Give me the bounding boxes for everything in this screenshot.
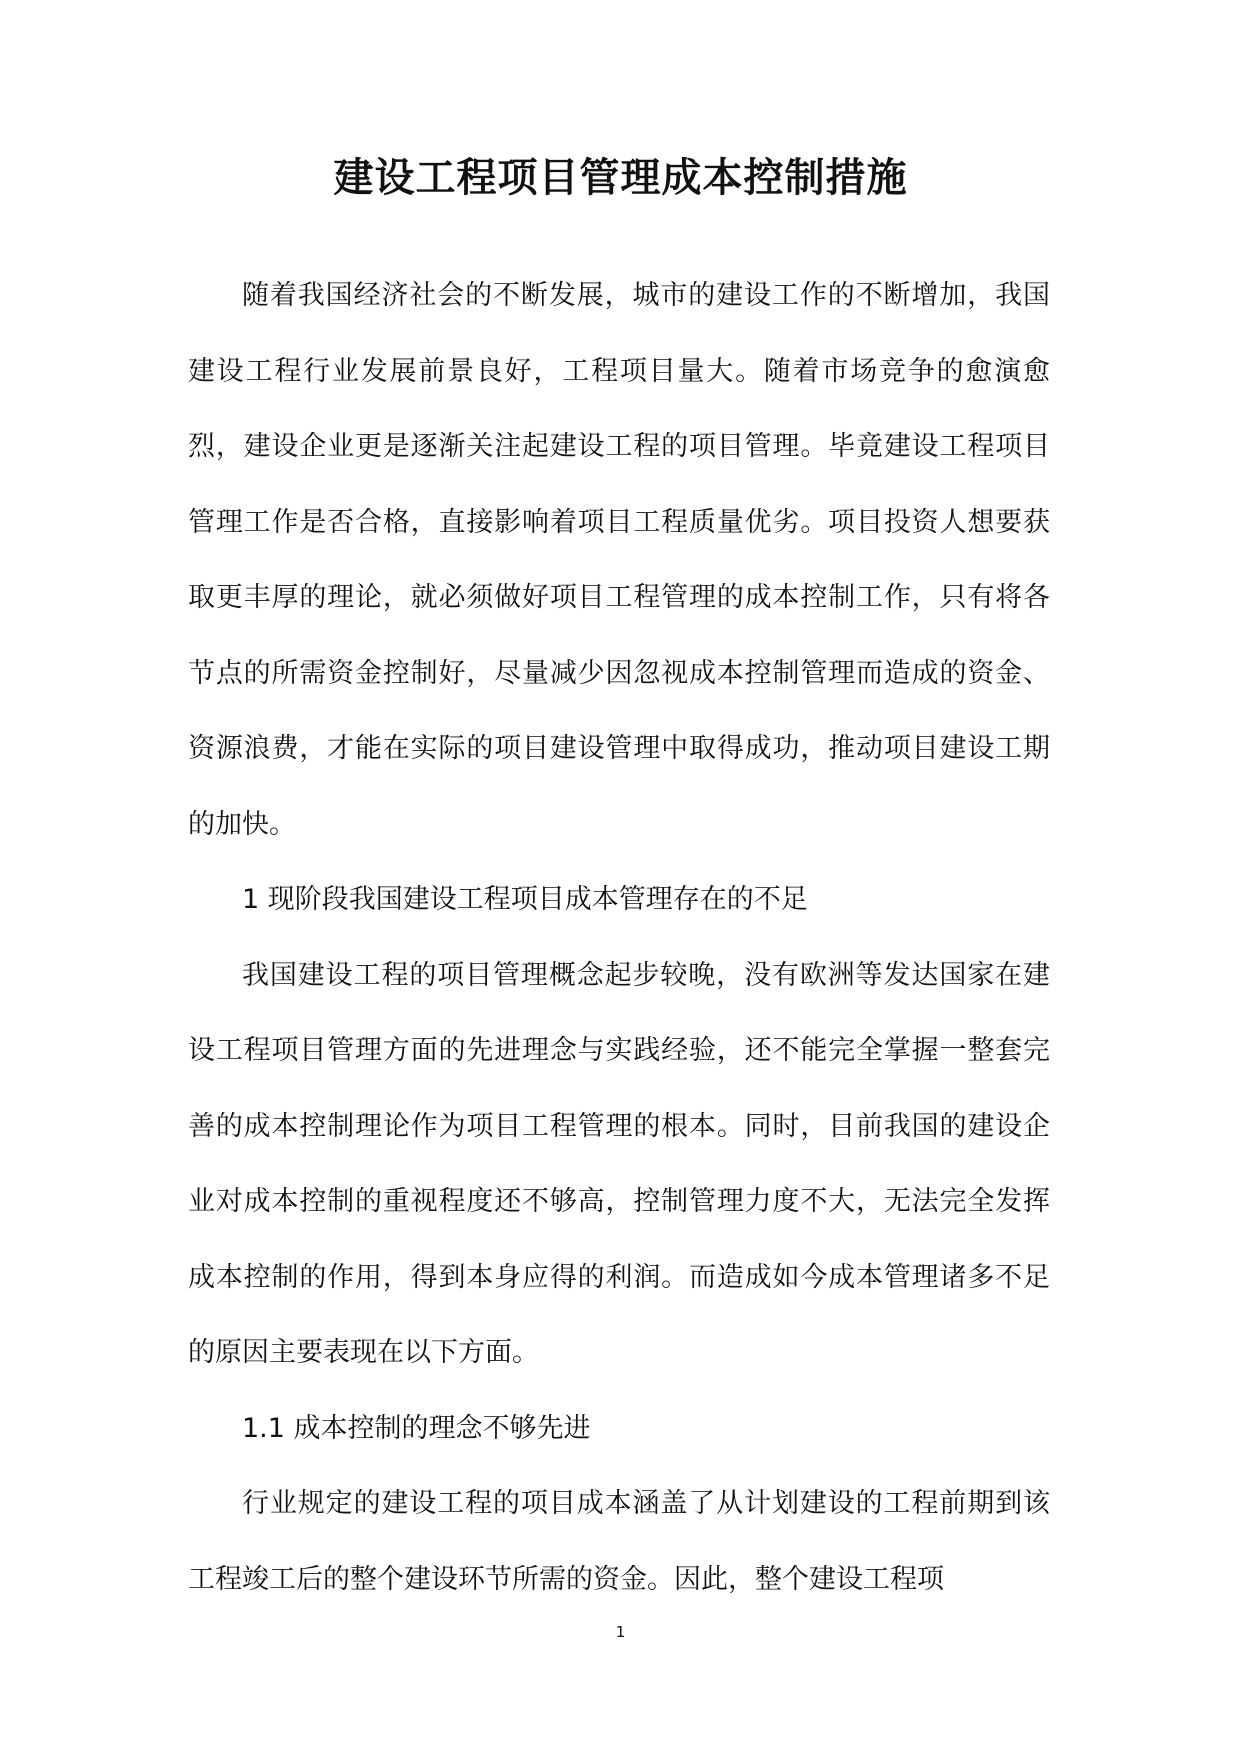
document-body [188, 258, 1050, 1617]
section-heading-1-1: 1.1 成本控制的理念不够先进 [242, 1412, 591, 1444]
document-title: 建设工程项目管理成本控制措施 [333, 154, 908, 201]
intro-paragraph: 随着我国经济社会的不断发展，城市的建设工作的不断增加，我国建设工程行业发展前景良好，工程项目量大。随着市场竞争的愈演愈烈，建设企业更是逐渐关注起建设工程的项目管理。毕竟建设工程项目管理工作是否合格，直接影响着项目工程质量优劣。项目投资人想要获取更丰厚的理论，就必须做好项目工程管理的成本控制工作，只有将各节点的所需资金控制好，尽量减少因忽视成本控制管理而造成的资金、资源浪费，才能在实际的项目建设管理中取得成功，推动项目建设工期的加快。 [188, 280, 1050, 840]
section-1-paragraph: 我国建设工程的项目管理概念起步较晚，没有欧洲等发达国家在建设工程项目管理方面的先进理念与实践经验，还不能完全掌握一整套完善的成本控制理论作为项目工程管理的根本。同时，目前我国的建设企业对成本控制的重视程度还不够高，控制管理力度不大，无法完全发挥成本控制的作用，得到本身应得的利润。而造成如今成本管理诸多不足的原因主要表现在以下方面。 [188, 959, 1050, 1368]
page-number: 1 [615, 1623, 626, 1641]
section-1-1-paragraph: 行业规定的建设工程的项目成本涵盖了从计划建设的工程前期到该工程竣工后的整个建设环节所需的资金。因此，整个建设工程项 [188, 1488, 1050, 1595]
section-heading-1: 1 现阶段我国建设工程项目成本管理存在的不足 [242, 884, 808, 915]
